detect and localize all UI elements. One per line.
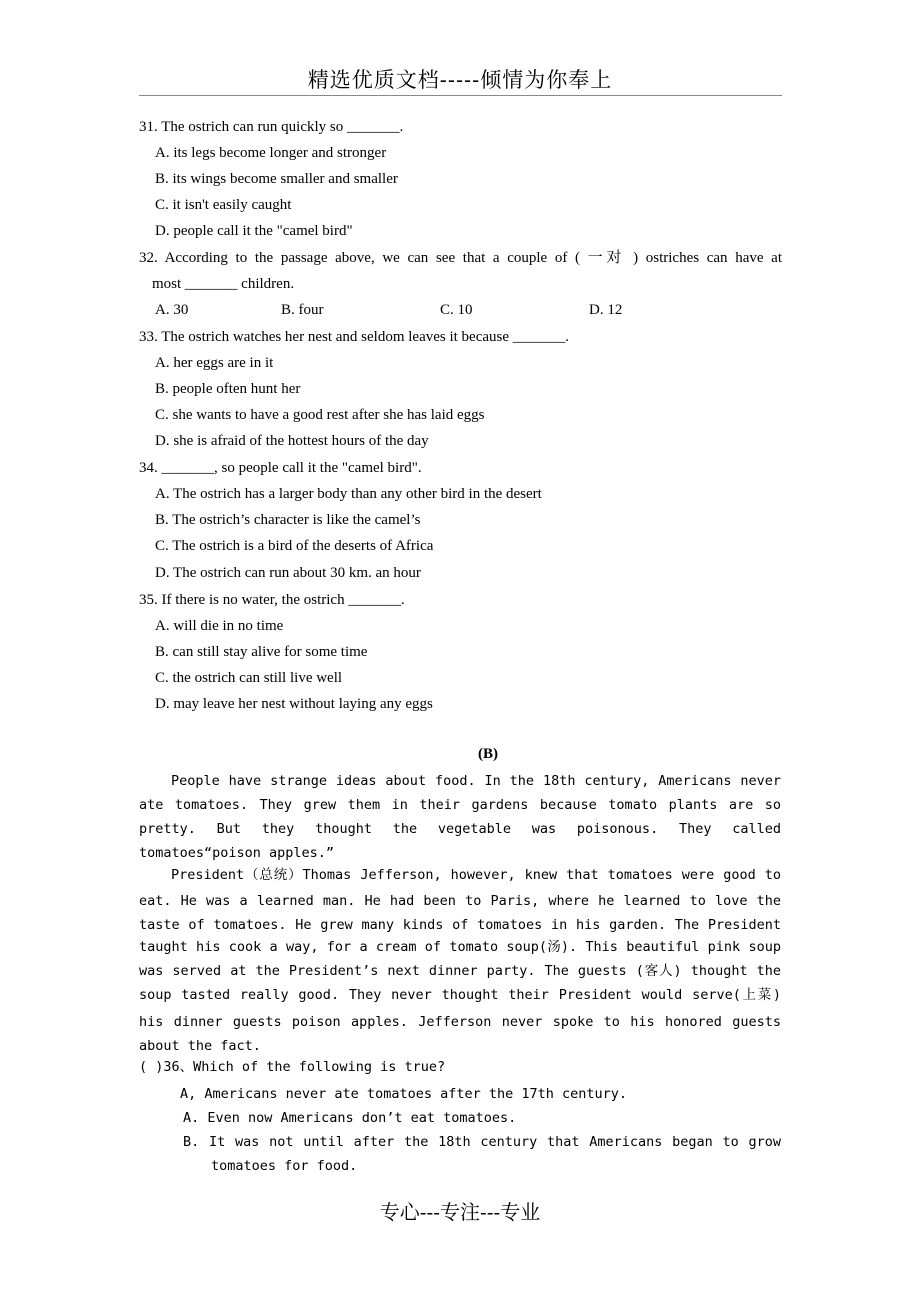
question-33-option-a: A. her eggs are in it (155, 355, 274, 371)
question-34-option-d: D. The ostrich can run about 30 km. an hour (155, 565, 421, 581)
question-33-option-b: B. people often hunt her (155, 381, 301, 397)
question-34-option-a: A. The ostrich has a larger body than any other bird in the desert (155, 486, 542, 502)
question-35-option-c: C. the ostrich can still live well (155, 670, 343, 686)
question-32-stem-cont: most _______ children. (152, 276, 295, 292)
question-35-option-d: D. may leave her nest without laying any eggs (155, 696, 433, 712)
page-header: 精选优质文档-----倾情为你奉上 (307, 68, 613, 92)
question-36-option-b: A. Even now Americans don’t eat tomatoes. (183, 1110, 517, 1126)
question-35-option-a: A. will die in no time (155, 618, 284, 634)
passage-line: tomatoes“poison apples.” (139, 845, 335, 861)
question-31-option-b: B. its wings become smaller and smaller (155, 171, 398, 187)
question-32-option-c: C. 10 (440, 302, 473, 318)
passage-line: soup tasted really good. They never thought their President would serve(上菜) (139, 987, 781, 1003)
question-34-option-b: B. The ostrich’s character is like the camel’s (155, 512, 421, 528)
passage-line: was served at the President’s next dinner party. The guests (客人) thought the (139, 963, 781, 979)
header-divider (139, 95, 782, 96)
question-34-stem: 34. _______, so people call it the "camel bird". (139, 460, 422, 476)
page-footer: 专心---专注---专业 (379, 1200, 541, 1224)
question-35-stem: 35. If there is no water, the ostrich _______. (139, 592, 405, 608)
question-31-option-d: D. people call it the "camel bird" (155, 223, 353, 239)
question-32-option-d: D. 12 (589, 302, 623, 318)
question-31-stem: 31. The ostrich can run quickly so _______. (139, 119, 404, 135)
passage-line: pretty. But they thought the vegetable was poisonous. They called (139, 821, 781, 837)
question-33-stem: 33. The ostrich watches her nest and seldom leaves it because _______. (139, 329, 570, 345)
passage-line: taught his cook a way, for a cream of tomato soup(汤). This beautiful pink soup (139, 939, 781, 955)
question-36-option-c: B. It was not until after the 18th century that Americans began to grow (183, 1134, 781, 1150)
question-36-option-a: A, Americans never ate tomatoes after the 17th century. (180, 1086, 628, 1102)
question-32-stem: 32. According to the passage above, we can see that a couple of ( 一对 ) ostriches can have at (139, 250, 782, 266)
passage-line: eat. He was a learned man. He had been to Paris, where he learned to love the (139, 893, 781, 909)
question-33-option-c: C. she wants to have a good rest after she has laid eggs (155, 407, 485, 423)
question-36-option-c-cont: tomatoes for food. (211, 1158, 358, 1174)
question-35-option-b: B. can still stay alive for some time (155, 644, 368, 660)
question-31-option-c: C. it isn't easily caught (155, 197, 292, 213)
passage-line: his dinner guests poison apples. Jefferson never spoke to his honored guests (139, 1014, 781, 1030)
passage-line: about the fact. (139, 1038, 261, 1054)
question-32-option-b: B. four (281, 302, 324, 318)
question-33-option-d: D. she is afraid of the hottest hours of the day (155, 433, 429, 449)
passage-line: ate tomatoes. They grew them in their gardens because tomato plants are so (139, 797, 781, 813)
question-32-option-a: A. 30 (155, 302, 189, 318)
passage-line: taste of tomatoes. He grew many kinds of tomatoes in his garden. The President (139, 917, 781, 933)
passage-line: People have strange ideas about food. In the 18th century, Americans never (171, 773, 781, 789)
section-b-title: (B) (478, 746, 498, 762)
question-36-stem: ( )36、Which of the following is true? (139, 1059, 446, 1075)
passage-line: President（总统）Thomas Jefferson, however, knew that tomatoes were good to (171, 867, 781, 883)
question-31-option-a: A. its legs become longer and stronger (155, 145, 387, 161)
question-34-option-c: C. The ostrich is a bird of the deserts of Africa (155, 538, 434, 554)
